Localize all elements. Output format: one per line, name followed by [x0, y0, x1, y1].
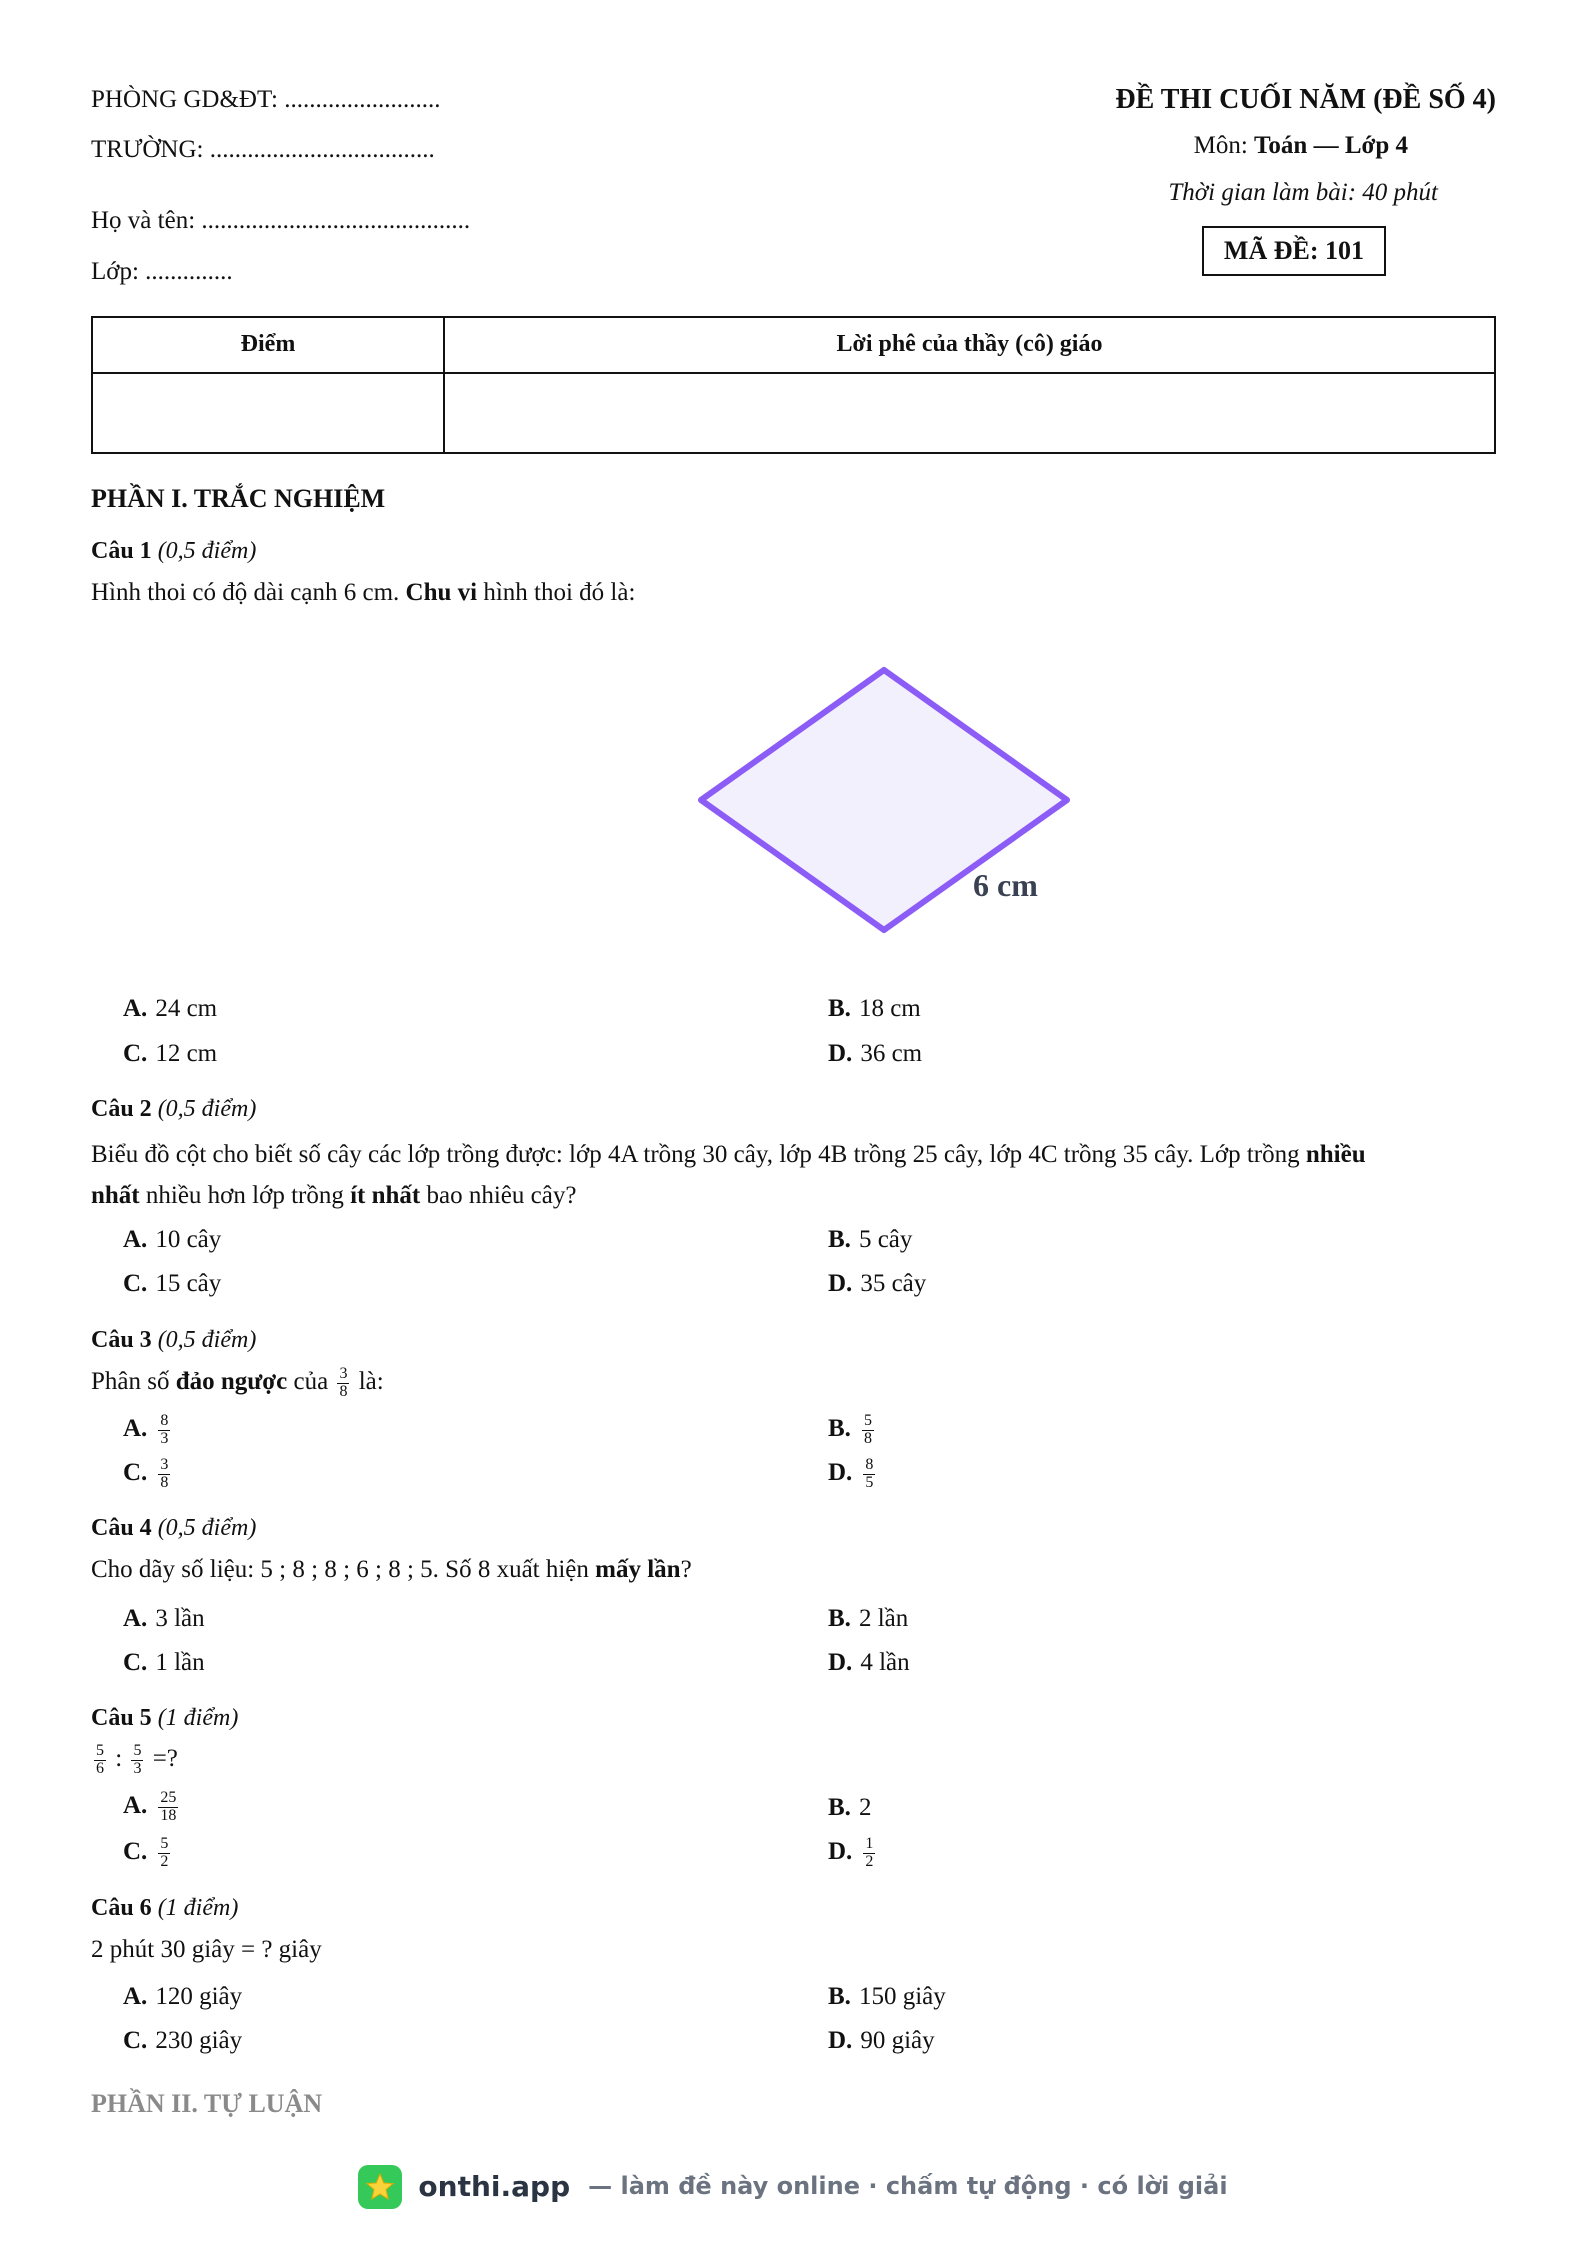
app-logo-icon: [358, 2165, 402, 2209]
q1-option-a[interactable]: [123, 993, 217, 1026]
option-key: B.: [828, 995, 851, 1022]
text-part: Cho dãy số liệu: 5 ; 8 ; 8 ; 6 ; 8 ; 5. Số 8 xuất hiện: [91, 1556, 596, 1583]
option-key: A.: [123, 995, 148, 1022]
denominator: 18: [160, 1806, 177, 1824]
student-name-line: Họ và tên: ...........................................: [91, 207, 471, 234]
fraction: [94, 1743, 106, 1778]
part2-title: PHẦN II. TỰ LUẬN: [91, 2089, 323, 2118]
option-key: B.: [828, 1605, 851, 1632]
numerator: 3: [160, 1456, 169, 1473]
option-text: 230 giây: [155, 2027, 243, 2054]
text-emphasis: Chu vi: [405, 579, 478, 606]
subject-line: [1194, 130, 1408, 163]
fraction: [863, 1457, 875, 1492]
exam-code-box: [1202, 216, 1386, 276]
numerator: 8: [160, 1412, 169, 1429]
fraction: [158, 1836, 170, 1871]
text-part: của: [287, 1368, 335, 1396]
q4-option-d[interactable]: [828, 1647, 910, 1680]
text-emphasis: nhiều: [1305, 1141, 1366, 1168]
question-points: (0,5 điểm): [157, 1515, 257, 1541]
q3-option-d[interactable]: [828, 1457, 878, 1492]
numerator: 5: [160, 1835, 169, 1852]
question-label: Câu 3: [91, 1327, 152, 1353]
division-sign: :: [109, 1745, 129, 1773]
q2-option-b[interactable]: [828, 1224, 912, 1257]
fraction: [863, 1836, 875, 1871]
q2-option-d[interactable]: [828, 1268, 926, 1301]
denominator: 8: [339, 1382, 348, 1400]
q4-option-c[interactable]: [123, 1647, 205, 1680]
text-part: bao nhiêu cây?: [420, 1182, 577, 1209]
q6-option-a[interactable]: [123, 1981, 242, 2014]
brand-name[interactable]: onthi.app: [418, 2169, 571, 2203]
question-6-header: [91, 1893, 238, 1924]
promo-banner[interactable]: [0, 2152, 1586, 2222]
numerator: 5: [863, 1412, 872, 1429]
question-points: (0,5 điểm): [157, 1096, 257, 1122]
text-part: Biểu đồ cột cho biết số cây các lớp trồng được: lớp 4A trồng 30 cây, lớp 4B trồng 25 cây, lớp 4C trồng 35 cây. Lớp trồng: [91, 1141, 1306, 1168]
option-text: 2 lần: [858, 1605, 909, 1632]
fraction: [131, 1743, 143, 1778]
option-text: 36 cm: [860, 1040, 923, 1067]
question-label: Câu 6: [91, 1895, 152, 1921]
option-key: D.: [828, 1270, 853, 1297]
text-emphasis: mấy lần: [595, 1556, 681, 1583]
option-key: A.: [123, 1226, 148, 1253]
text-part: =?: [146, 1745, 178, 1773]
question-1-text: [91, 577, 635, 610]
comment-header: Lời phê của thầy (cô) giáo: [444, 317, 1495, 373]
q5-option-a[interactable]: [123, 1790, 181, 1825]
fraction: [158, 1413, 170, 1448]
text-part: nhiều hơn lớp trồng: [139, 1182, 351, 1209]
q5-option-d[interactable]: [828, 1836, 878, 1871]
question-3-header: [91, 1325, 256, 1356]
question-label: Câu 1: [91, 538, 152, 564]
q6-option-b[interactable]: [828, 1981, 946, 2014]
question-points: (1 điểm): [157, 1895, 239, 1921]
numerator: 3: [339, 1365, 348, 1382]
question-4-text: [91, 1554, 692, 1587]
denominator: 2: [160, 1852, 169, 1870]
subject-prefix: Môn:: [1193, 132, 1255, 159]
class-line: Lớp: ..............: [91, 258, 233, 285]
option-key: D.: [828, 1459, 853, 1487]
option-text: 10 cây: [155, 1226, 222, 1253]
option-text: 3 lần: [155, 1605, 205, 1632]
option-key: B.: [828, 1415, 851, 1443]
numerator: 25: [160, 1789, 177, 1806]
comment-cell[interactable]: [444, 373, 1495, 453]
score-table: [91, 316, 1496, 454]
question-6-text: 2 phút 30 giây = ? giây: [91, 1936, 322, 1963]
q3-option-a[interactable]: [123, 1413, 173, 1448]
rhombus-figure: [601, 660, 1101, 940]
option-text: 2: [858, 1794, 872, 1821]
option-key: C.: [123, 1459, 148, 1487]
star-icon: [365, 2172, 395, 2202]
option-key: C.: [123, 1838, 148, 1866]
text-part: ?: [680, 1556, 692, 1583]
option-text: 1 lần: [155, 1649, 205, 1676]
q1-option-c[interactable]: [123, 1038, 217, 1071]
question-3-text: [91, 1366, 384, 1401]
question-2-text: [91, 1134, 1496, 1216]
banner-tagline: — làm đề này online · chấm tự động · có lời giải: [588, 2172, 1228, 2201]
q5-option-b[interactable]: [828, 1792, 871, 1825]
q2-option-c[interactable]: [123, 1268, 221, 1301]
numerator: 8: [865, 1456, 874, 1473]
part1-title: PHẦN I. TRẮC NGHIỆM: [91, 484, 386, 513]
denominator: 3: [160, 1429, 169, 1447]
text-emphasis: nhất: [91, 1182, 140, 1209]
department-line: PHÒNG GD&ĐT: .........................: [91, 86, 441, 113]
q2-option-a[interactable]: [123, 1224, 221, 1257]
question-label: Câu 5: [91, 1705, 152, 1731]
question-label: Câu 4: [91, 1515, 152, 1541]
time-limit: Thời gian làm bài: 40 phút: [1168, 179, 1438, 206]
numerator: 5: [133, 1742, 142, 1759]
question-4-header: [91, 1513, 256, 1544]
q4-option-a[interactable]: [123, 1603, 205, 1636]
denominator: 3: [133, 1759, 142, 1777]
option-key: B.: [828, 1794, 851, 1821]
fraction: [158, 1790, 178, 1825]
question-points: (1 điểm): [157, 1705, 239, 1731]
fraction: [337, 1366, 349, 1401]
fraction: [158, 1457, 170, 1492]
question-5-header: [91, 1703, 238, 1734]
exam-page: [91, 0, 1496, 2244]
score-cell[interactable]: [92, 373, 444, 453]
text-emphasis: ít nhất: [350, 1182, 421, 1209]
option-text: 18 cm: [858, 995, 921, 1022]
side-length-label: 6 cm: [973, 867, 1038, 903]
question-2-header: [91, 1094, 256, 1125]
q6-option-d[interactable]: [828, 2025, 935, 2058]
option-text: 5 cây: [858, 1226, 913, 1253]
option-text: 120 giây: [155, 1983, 243, 2010]
fraction: [862, 1413, 874, 1448]
text-part: là:: [352, 1368, 384, 1396]
option-key: A.: [123, 1792, 148, 1820]
option-text: 15 cây: [155, 1270, 222, 1297]
option-text: 4 lần: [860, 1649, 910, 1676]
denominator: 8: [160, 1473, 169, 1491]
denominator: 5: [865, 1473, 874, 1491]
denominator: 8: [863, 1429, 872, 1447]
option-key: C.: [123, 1040, 148, 1067]
option-key: B.: [828, 1226, 851, 1253]
option-key: A.: [123, 1983, 148, 2010]
question-label: Câu 2: [91, 1096, 152, 1122]
question-1-header: [91, 536, 256, 567]
q4-option-b[interactable]: [828, 1603, 908, 1636]
q3-option-b[interactable]: [828, 1413, 877, 1448]
text-part: Hình thoi có độ dài cạnh 6 cm.: [91, 579, 406, 606]
option-text: 24 cm: [155, 995, 218, 1022]
option-key: D.: [828, 2027, 853, 2054]
denominator: 2: [865, 1852, 874, 1870]
option-key: D.: [828, 1838, 853, 1866]
q1-option-d[interactable]: [828, 1038, 922, 1071]
question-points: (0,5 điểm): [157, 1327, 257, 1353]
option-key: A.: [123, 1605, 148, 1632]
q6-option-c[interactable]: [123, 2025, 242, 2058]
exam-code: MÃ ĐỀ: 101: [1202, 226, 1386, 276]
option-text: 90 giây: [860, 2027, 935, 2054]
question-points: (0,5 điểm): [157, 538, 257, 564]
numerator: 5: [96, 1742, 104, 1759]
text-emphasis: đảo ngược: [175, 1368, 288, 1396]
q3-option-c[interactable]: [123, 1457, 173, 1492]
option-key: D.: [828, 1040, 853, 1067]
option-text: 150 giây: [858, 1983, 946, 2010]
score-header: Điểm: [92, 317, 444, 373]
option-text: 12 cm: [155, 1040, 218, 1067]
option-key: C.: [123, 2027, 148, 2054]
school-line: TRƯỜNG: ....................................: [91, 136, 435, 163]
question-5-text: [91, 1743, 178, 1778]
option-key: A.: [123, 1415, 148, 1443]
q1-option-b[interactable]: [828, 993, 921, 1026]
exam-title: ĐỀ THI CUỐI NĂM (ĐỀ SỐ 4): [1115, 84, 1496, 115]
option-key: B.: [828, 1983, 851, 2010]
option-key: D.: [828, 1649, 853, 1676]
option-key: C.: [123, 1649, 148, 1676]
text-part: Phân số: [91, 1368, 176, 1396]
option-text: 35 cây: [860, 1270, 927, 1297]
subject-value: Toán — Lớp 4: [1254, 132, 1408, 159]
text-part: hình thoi đó là:: [477, 579, 636, 606]
q5-option-c[interactable]: [123, 1836, 173, 1871]
numerator: 1: [865, 1835, 874, 1852]
denominator: 6: [96, 1759, 104, 1777]
option-key: C.: [123, 1270, 148, 1297]
